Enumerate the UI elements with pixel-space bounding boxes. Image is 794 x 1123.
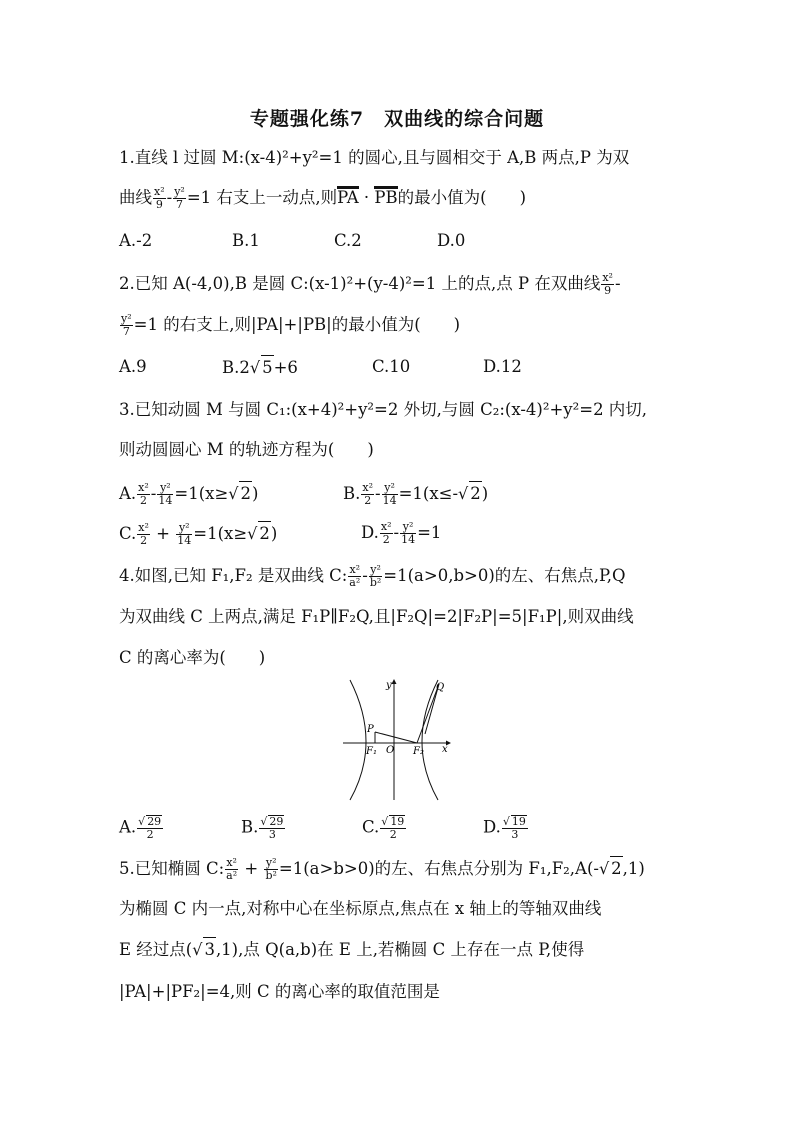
minus-sign: -	[614, 274, 621, 293]
q1-option-d: D.0	[437, 231, 466, 250]
q1-line2	[119, 186, 526, 211]
minus-sign: -	[375, 484, 381, 503]
o-label: O	[386, 745, 395, 756]
frac-num: x²	[138, 481, 149, 494]
q2-option-b	[222, 355, 298, 380]
frac-num: y²	[176, 522, 192, 535]
frac-num: x²	[154, 185, 165, 198]
q5-text-c: ,1)	[622, 859, 645, 878]
frac	[382, 482, 398, 507]
q2-line2	[119, 313, 460, 338]
opt-label: C.	[362, 817, 380, 837]
p-label: P	[367, 724, 374, 735]
frac-num: y²	[157, 482, 173, 495]
frac-num: x²	[362, 481, 373, 494]
opt-label: A.	[119, 817, 137, 837]
frac-num	[502, 815, 528, 829]
radical-sign: √	[138, 815, 146, 828]
frac	[361, 482, 374, 507]
minus-sign: -	[150, 484, 157, 503]
f2-label: F₂	[413, 746, 424, 757]
radicand: 2	[239, 481, 252, 506]
opt-label: B.	[241, 817, 259, 837]
paren: )	[270, 524, 278, 543]
frac-den: 2	[382, 533, 390, 546]
frac-den: 2	[139, 494, 147, 507]
q5-text-a: E 经过点(	[119, 940, 193, 959]
radical-sign: √	[247, 524, 258, 543]
q2-text-b: =1 的右支上,则|PA|+|PB|的最小值为( )	[133, 315, 461, 334]
paren: )	[481, 484, 489, 503]
q2-text: 2.已知 A(-4,0),B 是圆 C:(x-1)²+(y-4)²=1 上的点,点 P 在双曲线	[119, 274, 601, 293]
f1-label: F₁	[366, 746, 377, 757]
frac-den: 14	[382, 494, 397, 507]
radical-sign: √	[381, 815, 389, 828]
frac-den: 14	[401, 533, 416, 546]
radicand: 3	[203, 937, 216, 962]
frac-den: 2	[389, 828, 397, 841]
q1-option-b: B.1	[232, 231, 260, 250]
q4-option-d	[483, 815, 529, 841]
frac	[400, 521, 416, 546]
frac-num	[380, 815, 406, 829]
frac-num: y²	[121, 312, 132, 325]
vector-pb: PB	[374, 188, 398, 207]
frac-den: 7	[122, 325, 130, 338]
q1-frac-x	[153, 186, 166, 211]
q1-option-a: A.-2	[119, 231, 153, 250]
frac-num: x²	[349, 563, 361, 576]
q3-option-c	[119, 521, 277, 547]
frac-den: 7	[176, 198, 184, 211]
frac	[137, 482, 150, 507]
minus-sign: -	[166, 188, 173, 207]
frac-num: y²	[370, 563, 381, 576]
opt-text: =1(x≥	[193, 524, 248, 543]
dot-sign: ·	[363, 188, 370, 207]
q4-line2: 为双曲线 C 上两点,满足 F₁P∥F₂Q,且|F₂Q|=2|F₂P|=5|F₁P|,则双曲线	[119, 607, 634, 626]
q2-option-d: D.12	[483, 357, 522, 376]
frac-num	[137, 815, 163, 829]
radical-sign: √	[598, 859, 610, 878]
frac-num: x²	[602, 271, 613, 284]
q1-option-c: C.2	[334, 231, 362, 250]
q1-text-b: =1 右支上一动点,则	[186, 188, 338, 207]
frac-num	[259, 815, 285, 829]
plus-sign: +	[156, 524, 170, 543]
q1-line1: 1.直线 l 过圆 M:(x-4)²+y²=1 的圆心,且与圆相交于 A,B 两点,P 为双	[119, 148, 630, 167]
frac-num: x²	[380, 520, 392, 533]
frac	[176, 522, 192, 547]
radical-sign: √	[249, 358, 261, 377]
frac-den: 14	[158, 494, 173, 507]
q5-line3	[119, 937, 584, 962]
radicand: 2	[610, 856, 623, 881]
radicand: 19	[390, 815, 405, 828]
radicand: 2	[258, 521, 271, 546]
radicand: 5	[261, 355, 274, 380]
minus-sign: -	[393, 523, 400, 542]
q5-line2: 为椭圆 C 内一点,对称中心在坐标原点,焦点在 x 轴上的等轴双曲线	[119, 899, 602, 918]
q5-text-a: 5.已知椭圆 C:	[119, 859, 225, 878]
radical-sign: √	[192, 940, 203, 959]
radicand: 29	[147, 815, 162, 828]
y-label: y	[386, 680, 392, 691]
hyperbola-left-branch	[350, 680, 366, 800]
radical-sign: √	[458, 484, 469, 503]
q3-option-a	[119, 481, 258, 507]
frac-den: 9	[155, 198, 163, 211]
frac	[502, 815, 528, 841]
radicand: 2	[469, 481, 482, 506]
frac	[157, 482, 173, 507]
radicand: 19	[511, 815, 526, 828]
hyperbola-right-branch	[422, 680, 438, 800]
frac-den: 2	[364, 494, 372, 507]
page-title: 专题强化练7 双曲线的综合问题	[249, 108, 545, 130]
frac-num: y²	[265, 856, 277, 869]
frac-num: y²	[174, 185, 185, 198]
frac-den: a²	[226, 869, 238, 882]
opt-text: =1(x≤-	[398, 484, 459, 503]
q1-text-a: 曲线	[119, 188, 152, 207]
q2-option-c: C.10	[372, 357, 411, 376]
hyperbola-figure	[338, 676, 458, 802]
q4-option-c	[362, 815, 407, 841]
q4-text-a: 4.如图,已知 F₁,F₂ 是双曲线 C:	[119, 566, 348, 585]
q3-option-d	[361, 521, 441, 546]
frac-num: x²	[226, 856, 237, 869]
q2-frac-y	[120, 313, 133, 338]
frac-den: 3	[511, 828, 519, 841]
frac-den: b²	[369, 576, 382, 589]
q5-text-b: =1(a>b>0)的左、右焦点分别为 F₁,F₂,A(-	[278, 859, 599, 878]
vector-pa: PA	[337, 188, 359, 207]
frac	[369, 564, 382, 589]
opt-label: D.	[361, 523, 379, 542]
q4-option-b	[241, 815, 286, 841]
q3-line1: 3.已知动圆 M 与圆 C₁:(x+4)²+y²=2 外切,与圆 C₂:(x-4)²+y²=2 内切,	[119, 400, 648, 419]
frac	[137, 815, 163, 841]
frac-den: a²	[349, 576, 361, 589]
minus-sign: -	[362, 566, 368, 585]
q5-text-b: ,1),点 Q(a,b)在 E 上,若椭圆 C 上存在一点 P,使得	[215, 940, 585, 959]
q2-line1	[119, 272, 621, 297]
frac	[380, 815, 406, 841]
frac	[225, 857, 238, 882]
q5-line1	[119, 856, 645, 882]
segment-pf2	[375, 732, 417, 743]
frac-den: 3	[268, 828, 276, 841]
q2-option-a: A.9	[119, 357, 147, 376]
paren: )	[251, 484, 259, 503]
q4-text-b: =1(a>0,b>0)的左、右焦点,P,Q	[383, 566, 626, 585]
frac-num: y²	[400, 521, 416, 534]
q4-line1	[119, 564, 626, 589]
frac	[137, 522, 150, 547]
opt-label: B.2	[222, 358, 250, 377]
q4-option-a	[119, 815, 164, 841]
frac-den: 14	[177, 534, 192, 547]
frac-num: y²	[382, 482, 398, 495]
opt-label: B.	[343, 484, 361, 503]
q3-line2: 则动圆圆心 M 的轨迹方程为( )	[119, 440, 374, 459]
frac-den: b²	[265, 869, 277, 882]
q1-frac-y	[173, 186, 186, 211]
opt-label: C.	[119, 524, 137, 543]
frac-den: 2	[146, 828, 154, 841]
radical-sign: √	[260, 815, 268, 828]
opt-text: =1	[417, 523, 442, 542]
frac-num: x²	[138, 521, 149, 534]
q2-frac-x	[601, 272, 614, 297]
y-axis-arrow	[392, 679, 397, 684]
x-label: x	[442, 744, 448, 755]
q5-line4: |PA|+|PF₂|=4,则 C 的离心率的取值范围是	[119, 982, 440, 1001]
q1-text-c: 的最小值为( )	[397, 188, 527, 207]
q3-option-b	[343, 481, 488, 507]
opt-label: A.	[119, 484, 137, 503]
opt-text: =1(x≥	[174, 484, 229, 503]
radical-sign: √	[228, 484, 239, 503]
radical-sign: √	[502, 815, 510, 828]
radicand: 29	[269, 815, 284, 828]
frac	[348, 564, 361, 589]
opt-label: D.	[483, 817, 501, 837]
q-label: Q	[436, 682, 445, 693]
frac	[259, 815, 285, 841]
opt-tail: +6	[273, 358, 298, 377]
frac-den: 9	[604, 284, 612, 297]
q4-line3: C 的离心率为( )	[119, 648, 266, 667]
frac	[380, 521, 393, 546]
plus-sign: +	[244, 859, 259, 878]
frac-den: 2	[140, 534, 148, 547]
frac	[264, 857, 277, 882]
